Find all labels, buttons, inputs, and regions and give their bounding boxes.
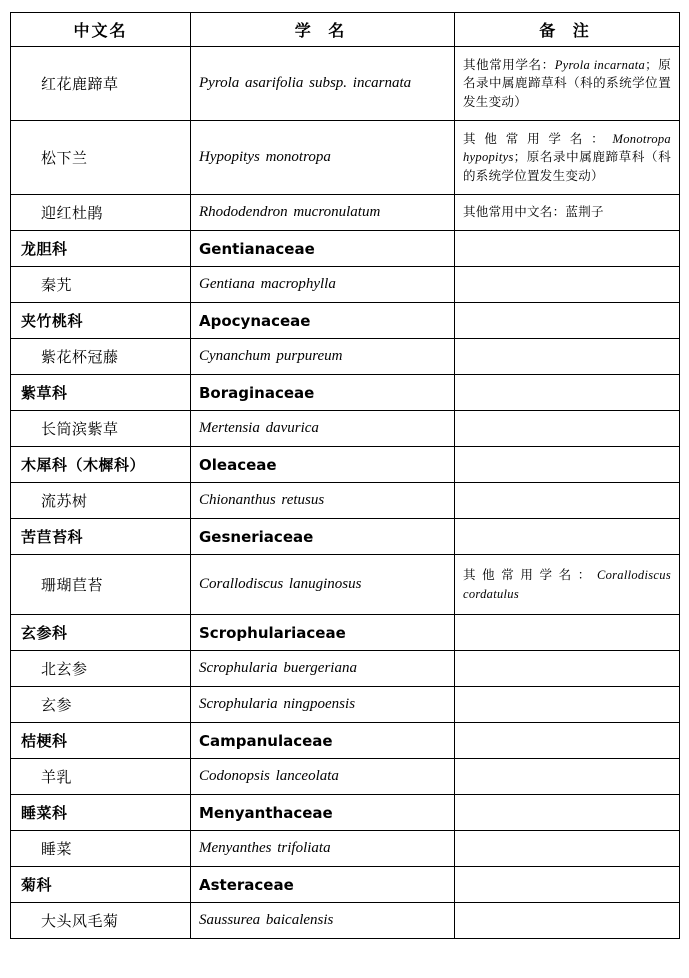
family-chinese-name: 菊科: [11, 867, 191, 903]
row-notes: [455, 555, 680, 615]
family-scientific-name: Oleaceae: [191, 447, 455, 483]
note-latin-name: Pyrola incarnata: [554, 58, 646, 73]
species-chinese-name: 睡菜: [11, 831, 191, 867]
table-row: [11, 121, 680, 195]
species-chinese-name: 长筒滨紫草: [11, 411, 191, 447]
table-row: [11, 831, 680, 867]
family-scientific-name: Boraginaceae: [191, 375, 455, 411]
table-row: [11, 615, 680, 651]
species-scientific-name: Cynanchum purpureum: [191, 339, 455, 375]
row-notes: [455, 615, 680, 651]
species-scientific-name: Gentiana macrophylla: [191, 267, 455, 303]
species-scientific-name: Hypopitys monotropa: [191, 121, 455, 195]
column-header-chinese-name: 中文名: [11, 13, 191, 47]
family-chinese-name: 夹竹桃科: [11, 303, 191, 339]
family-scientific-name: Asteraceae: [191, 867, 455, 903]
species-scientific-name: Codonopsis lanceolata: [191, 759, 455, 795]
species-scientific-name: Saussurea baicalensis: [191, 903, 455, 939]
row-notes: [455, 723, 680, 759]
species-scientific-name: Corallodiscus lanuginosus: [191, 555, 455, 615]
row-notes: [455, 447, 680, 483]
species-chinese-name: 迎红杜鹃: [11, 195, 191, 231]
species-chinese-name: 珊瑚苣苔: [11, 555, 191, 615]
row-notes: [455, 903, 680, 939]
table-row: [11, 267, 680, 303]
note-prefix: 其他常用学名：: [463, 131, 613, 147]
table-row: [11, 447, 680, 483]
species-scientific-name: Menyanthes trifoliata: [191, 831, 455, 867]
species-scientific-name: Scrophularia buergeriana: [191, 651, 455, 687]
family-scientific-name: Menyanthaceae: [191, 795, 455, 831]
table-row: [11, 795, 680, 831]
species-scientific-name: Rhododendron mucronulatum: [191, 195, 455, 231]
species-scientific-name: Mertensia davurica: [191, 411, 455, 447]
species-chinese-name: 紫花杯冠藤: [11, 339, 191, 375]
table-row: [11, 903, 680, 939]
family-chinese-name: 睡菜科: [11, 795, 191, 831]
family-chinese-name: 桔梗科: [11, 723, 191, 759]
family-scientific-name: Gentianaceae: [191, 231, 455, 267]
species-chinese-name: 秦艽: [11, 267, 191, 303]
table-row: [11, 47, 680, 121]
species-chinese-name: 松下兰: [11, 121, 191, 195]
table-row: [11, 687, 680, 723]
row-notes: [455, 687, 680, 723]
note-suffix: ；原名录中属鹿蹄草科（科的系统学位置发生变动）: [463, 57, 671, 109]
species-chinese-name: 羊乳: [11, 759, 191, 795]
table-row: [11, 867, 680, 903]
row-notes: [455, 411, 680, 447]
table-row: [11, 231, 680, 267]
note-latin-name: Corallodiscus cordatulus: [463, 568, 671, 601]
table-row: [11, 195, 680, 231]
family-scientific-name: Apocynaceae: [191, 303, 455, 339]
row-notes: [455, 195, 680, 231]
row-notes: [455, 231, 680, 267]
table-header: [11, 13, 680, 47]
column-header-scientific-name: 学 名: [191, 13, 455, 47]
table-row: [11, 759, 680, 795]
row-notes: [455, 519, 680, 555]
species-scientific-name: Chionanthus retusus: [191, 483, 455, 519]
table-body: [11, 47, 680, 939]
family-scientific-name: Campanulaceae: [191, 723, 455, 759]
row-notes: [455, 651, 680, 687]
row-notes: [455, 867, 680, 903]
row-notes: [455, 303, 680, 339]
note-prefix: 其他常用学名：: [463, 57, 555, 73]
species-table: [10, 12, 680, 939]
family-chinese-name: 龙胆科: [11, 231, 191, 267]
species-scientific-name: Scrophularia ningpoensis: [191, 687, 455, 723]
row-notes: [455, 47, 680, 121]
row-notes: [455, 375, 680, 411]
table-row: [11, 303, 680, 339]
note-latin-name: Monotropa hypopitys: [463, 132, 671, 165]
family-scientific-name: Scrophulariaceae: [191, 615, 455, 651]
table-row: [11, 411, 680, 447]
family-chinese-name: 紫草科: [11, 375, 191, 411]
note-prefix: 其他常用中文名：蓝荆子: [463, 204, 604, 220]
header-row: [11, 13, 680, 47]
family-scientific-name: Gesneriaceae: [191, 519, 455, 555]
table-row: [11, 375, 680, 411]
note-suffix: ；原名录中属鹿蹄草科（科的系统学位置发生变动）: [463, 149, 671, 183]
table-row: [11, 483, 680, 519]
species-chinese-name: 红花鹿蹄草: [11, 47, 191, 121]
family-chinese-name: 苦苣苔科: [11, 519, 191, 555]
family-chinese-name: 玄参科: [11, 615, 191, 651]
species-scientific-name: Pyrola asarifolia subsp. incarnata: [191, 47, 455, 121]
row-notes: [455, 831, 680, 867]
table-row: [11, 723, 680, 759]
column-header-notes: 备 注: [455, 13, 680, 47]
table-row: [11, 519, 680, 555]
row-notes: [455, 795, 680, 831]
table-row: [11, 339, 680, 375]
species-chinese-name: 大头风毛菊: [11, 903, 191, 939]
note-prefix: 其他常用学名：: [463, 567, 597, 583]
row-notes: [455, 121, 680, 195]
species-chinese-name: 玄参: [11, 687, 191, 723]
table-row: [11, 555, 680, 615]
species-chinese-name: 流苏树: [11, 483, 191, 519]
row-notes: [455, 267, 680, 303]
table-row: [11, 651, 680, 687]
row-notes: [455, 339, 680, 375]
row-notes: [455, 483, 680, 519]
row-notes: [455, 759, 680, 795]
species-chinese-name: 北玄参: [11, 651, 191, 687]
family-chinese-name: 木犀科（木樨科）: [11, 447, 191, 483]
